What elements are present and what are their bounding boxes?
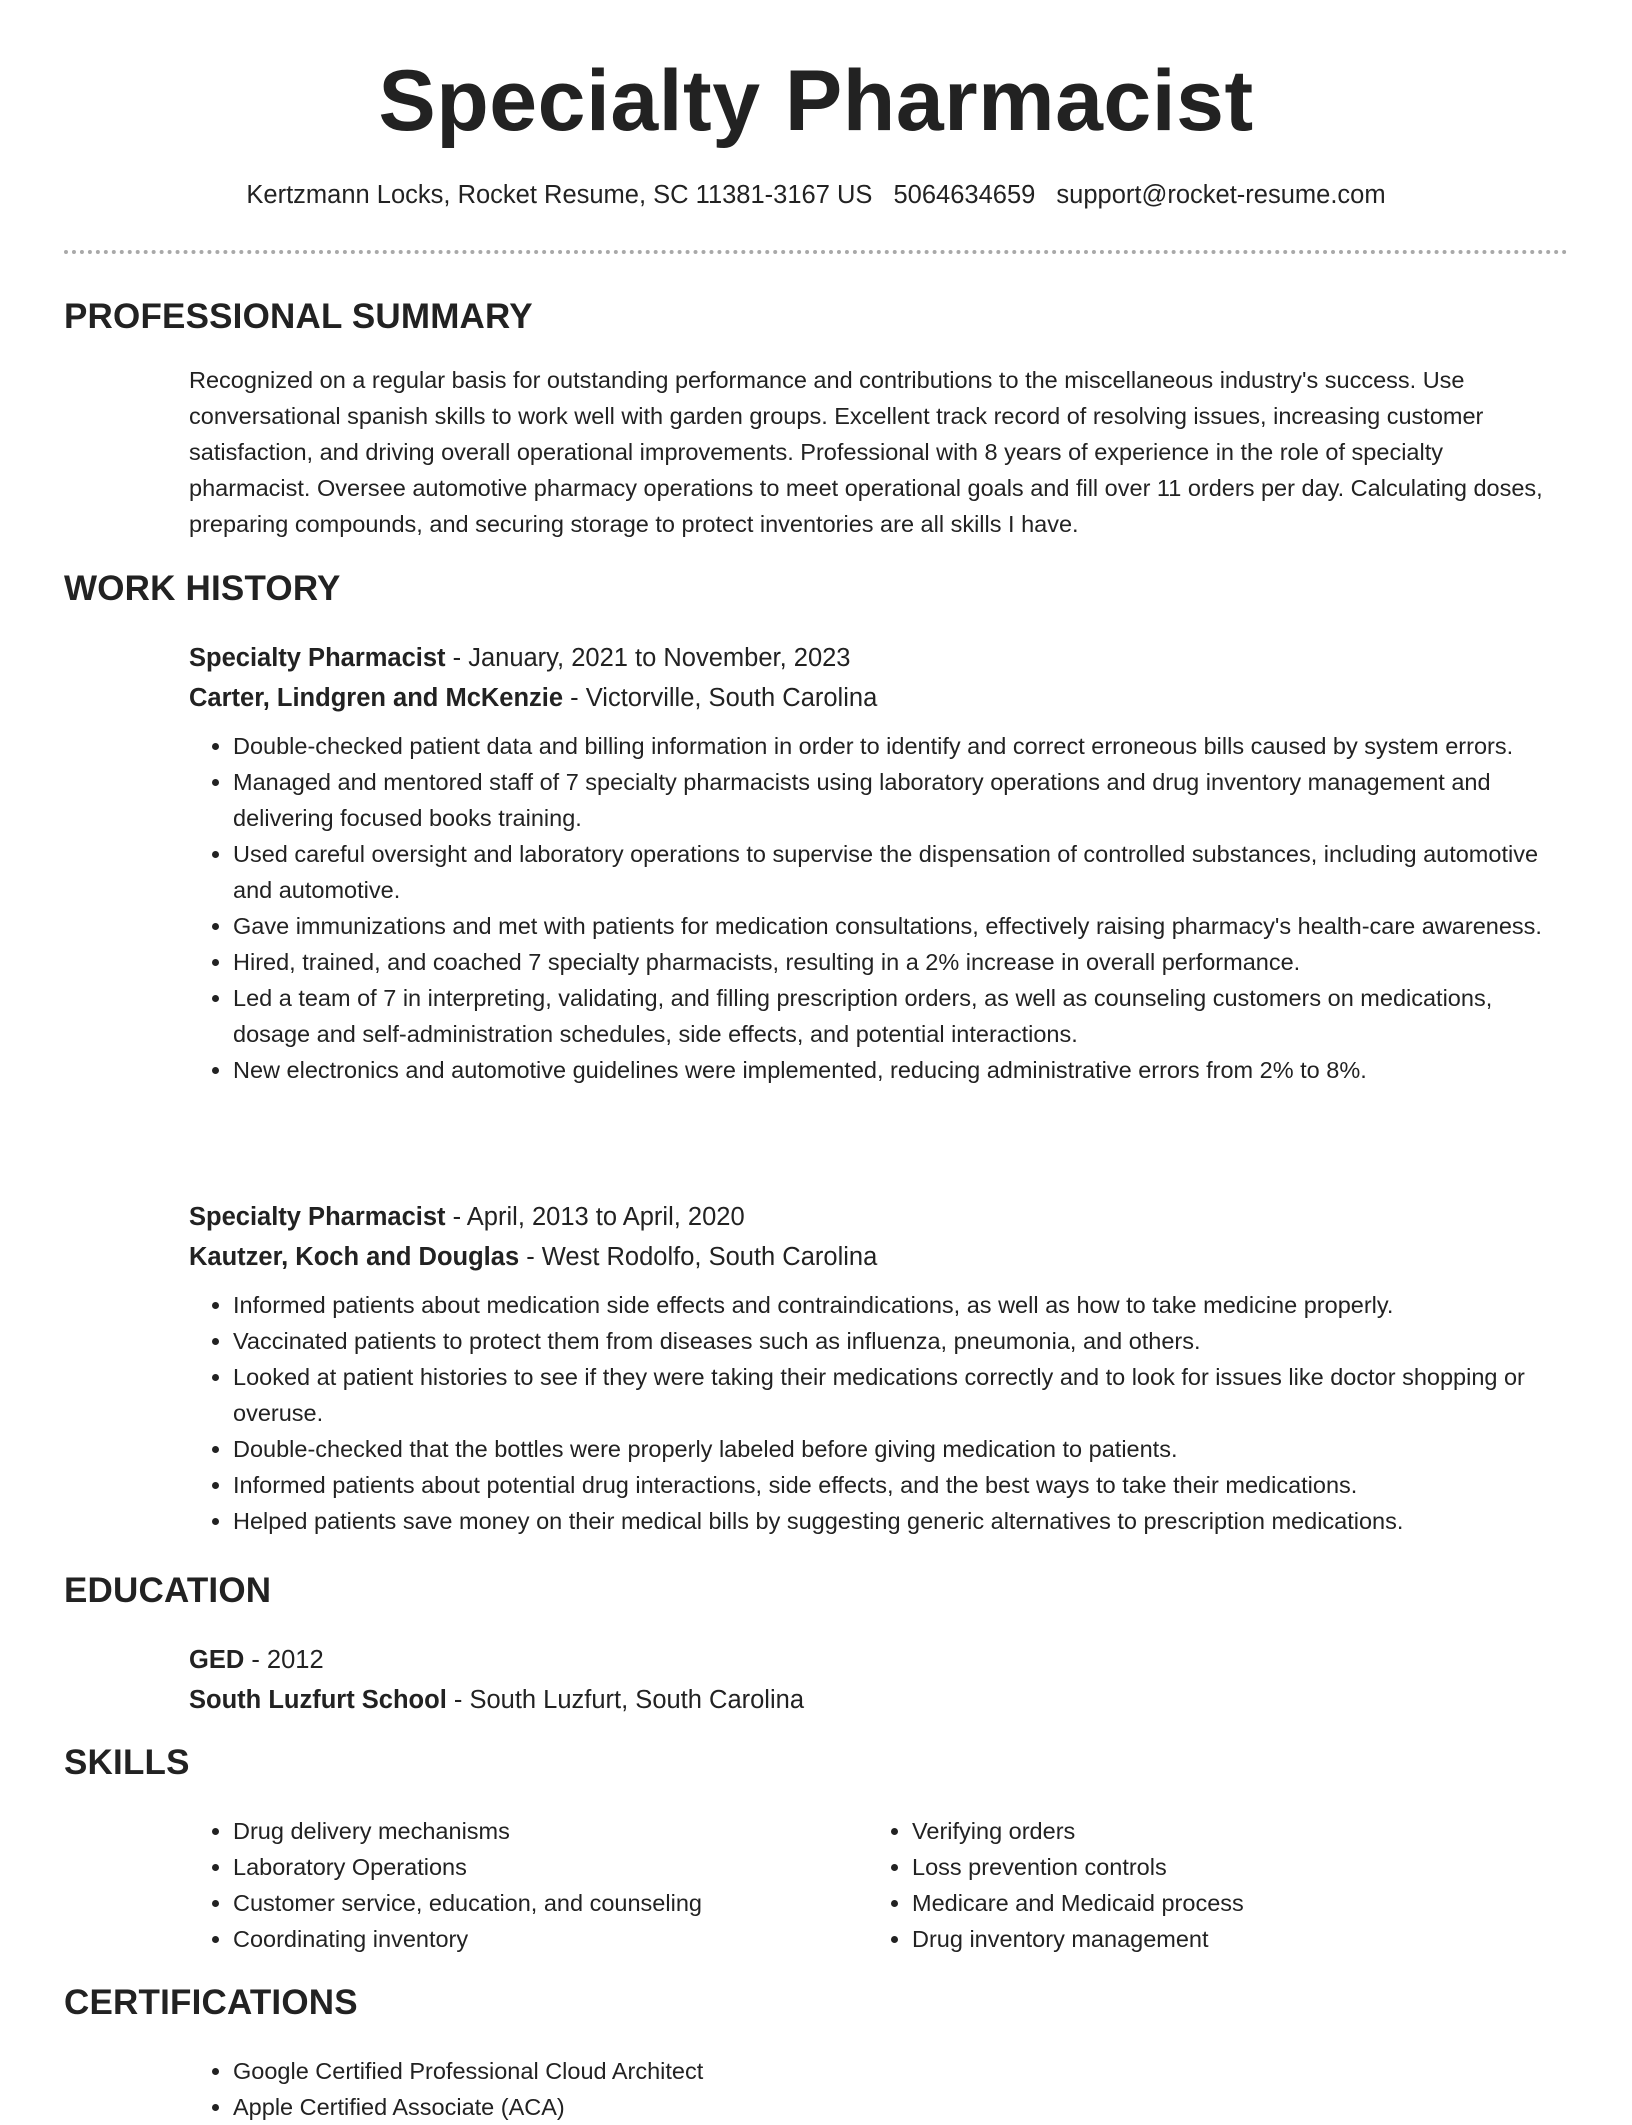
list-item: • Loss prevention controls: [912, 1849, 1488, 1885]
job-location: - West Rodolfo, South Carolina: [519, 1243, 878, 1271]
degree: GED: [189, 1646, 245, 1674]
list-item: • Used careful oversight and laboratory operations to supervise the dispensation of controlled substances, including automotive and automotive.: [233, 836, 1569, 908]
list-item: • Apple Certified Associate (ACA): [233, 2089, 1569, 2125]
summary-heading: PROFESSIONAL SUMMARY: [64, 297, 533, 336]
job-bullets: [189, 728, 1569, 1088]
job-title-line: [189, 1197, 1569, 1237]
job-title-line: [189, 638, 1569, 678]
list-item: • Medicare and Medicaid process: [912, 1885, 1488, 1921]
skills-list-right: [868, 1813, 1488, 1957]
contact-line: [0, 181, 1632, 210]
job-entry-2: [189, 1197, 1569, 1539]
job-dates: - January, 2021 to November, 2023: [445, 644, 851, 672]
job-dates: - April, 2013 to April, 2020: [445, 1203, 745, 1231]
header-divider: [64, 250, 1568, 254]
list-item: • Gave immunizations and met with patients for medication consultations, effectively raising pharmacy's health-care awareness.: [233, 908, 1569, 944]
list-item: • Drug delivery mechanisms: [233, 1813, 809, 1849]
list-item: • Customer service, education, and counseling: [233, 1885, 809, 1921]
contact-phone: 5064634659: [893, 181, 1036, 209]
list-item: • Drug inventory management: [912, 1921, 1488, 1957]
list-item: • Hired, trained, and coached 7 specialty pharmacists, resulting in a 2% increase in overall performance.: [233, 944, 1569, 980]
school-location: - South Luzfurt, South Carolina: [446, 1686, 804, 1714]
summary-block: [189, 362, 1569, 542]
education-heading: EDUCATION: [64, 1571, 272, 1610]
school-line: [189, 1680, 1569, 1720]
list-item: • Double-checked patient data and billing information in order to identify and correct erroneous bills caused by system errors.: [233, 728, 1569, 764]
skills-list-left: [189, 1813, 809, 1957]
job-company-line: [189, 1237, 1569, 1277]
list-item: • Double-checked that the bottles were properly labeled before giving medication to patients.: [233, 1431, 1569, 1467]
job-location: - Victorville, South Carolina: [563, 684, 878, 712]
certifications-list: [189, 2053, 1569, 2125]
page-title: Specialty Pharmacist: [378, 53, 1254, 149]
list-item: • Managed and mentored staff of 7 specialty pharmacists using laboratory operations and drug inventory management and delivering focused books training.: [233, 764, 1569, 836]
list-item: • Google Certified Professional Cloud Architect: [233, 2053, 1569, 2089]
job-company: Carter, Lindgren and McKenzie: [189, 684, 564, 712]
job-title: Specialty Pharmacist: [189, 644, 446, 672]
job-entry-1: [189, 638, 1569, 1088]
list-item: • Helped patients save money on their medical bills by suggesting generic alternatives to prescription medications.: [233, 1503, 1569, 1539]
school: South Luzfurt School: [189, 1686, 447, 1714]
list-item: • Looked at patient histories to see if they were taking their medications correctly and to look for issues like doctor shopping or overuse.: [233, 1359, 1569, 1431]
list-item: • Informed patients about medication side effects and contraindications, as well as how to take medicine properly.: [233, 1287, 1569, 1323]
certifications-heading: CERTIFICATIONS: [64, 1983, 358, 2022]
degree-line: [189, 1640, 1569, 1680]
skills-right-column: [868, 1813, 1488, 1957]
certifications-block: [189, 2053, 1569, 2125]
list-item: • Laboratory Operations: [233, 1849, 809, 1885]
education-entry: [189, 1640, 1569, 1720]
list-item: • Vaccinated patients to protect them from diseases such as influenza, pneumonia, and others.: [233, 1323, 1569, 1359]
skills-heading: SKILLS: [64, 1743, 190, 1782]
list-item: • Informed patients about potential drug interactions, side effects, and the best ways to take their medications.: [233, 1467, 1569, 1503]
summary-text: Recognized on a regular basis for outstanding performance and contributions to the miscellaneous industry's success. Use conversational spanish skills to work well with garden groups. Excellent track record of resolving issues, increasing customer satisfaction, and driving overall operational improvements. Professional with 8 years of experience in the role of specialty pharmacist. Oversee automotive pharmacy operations to meet operational goals and fill over 11 orders per day. Calculating doses, preparing compounds, and securing storage to protect inventories are all skills I have.: [189, 367, 1543, 537]
degree-year: - 2012: [244, 1646, 324, 1674]
list-item: • Verifying orders: [912, 1813, 1488, 1849]
job-company-line: [189, 678, 1569, 718]
contact-address: Kertzmann Locks, Rocket Resume, SC 11381-3167 US: [246, 181, 873, 209]
contact-email: support@rocket-resume.com: [1056, 181, 1386, 209]
job-bullets: [189, 1287, 1569, 1539]
list-item: • Coordinating inventory: [233, 1921, 809, 1957]
job-company: Kautzer, Koch and Douglas: [189, 1243, 520, 1271]
skills-left-column: [189, 1813, 809, 1957]
work-history-heading: WORK HISTORY: [64, 569, 341, 608]
list-item: • Led a team of 7 in interpreting, validating, and filling prescription orders, as well as counseling customers on medications, dosage and self-administration schedules, side effects, and potential interactions.: [233, 980, 1569, 1052]
job-title: Specialty Pharmacist: [189, 1203, 446, 1231]
list-item: • New electronics and automotive guidelines were implemented, reducing administrative errors from 2% to 8%.: [233, 1052, 1569, 1088]
